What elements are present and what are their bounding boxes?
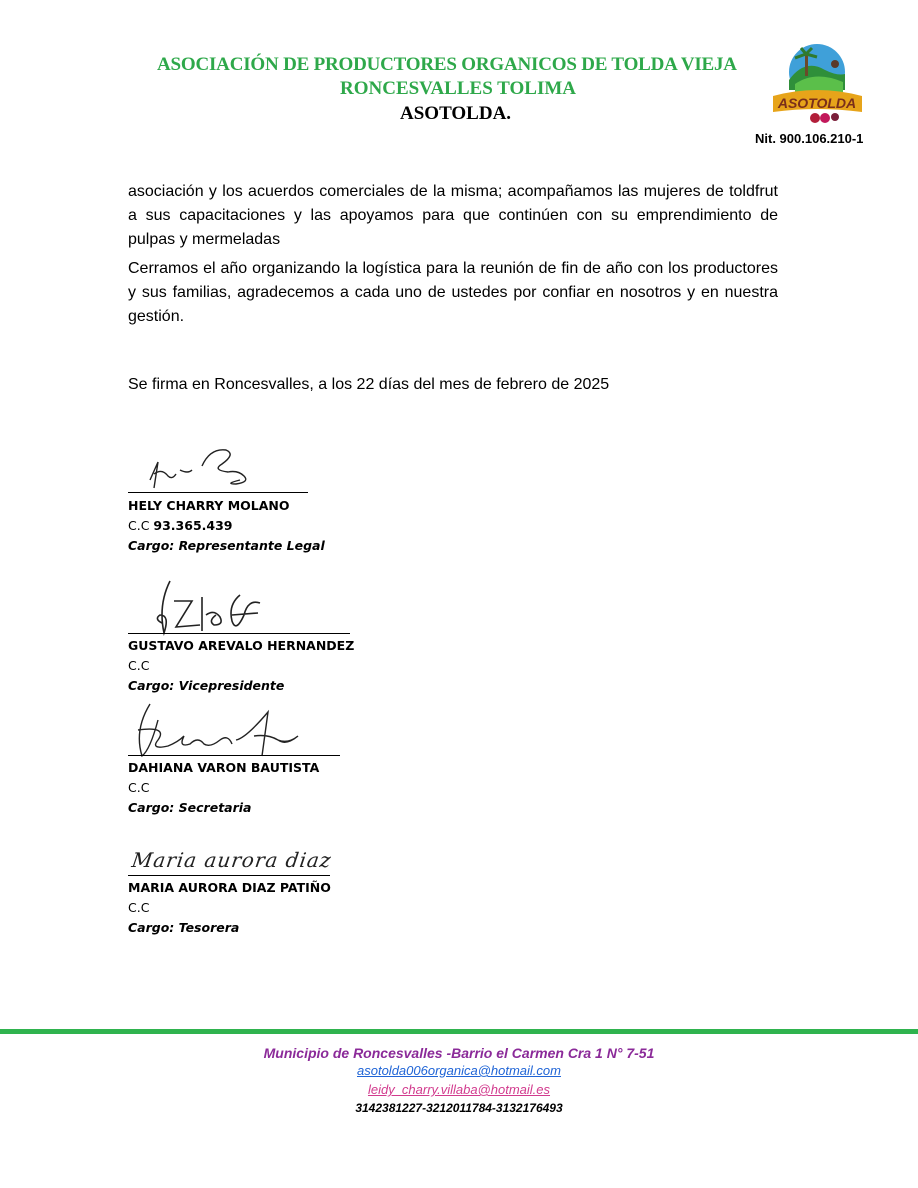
signatory-2	[128, 636, 354, 696]
signatory-role: Cargo: Secretaria	[128, 800, 252, 815]
signatory-id: C.C 93.365.439	[128, 518, 233, 533]
signatory-role: Cargo: Representante Legal	[128, 538, 325, 553]
signatory-id: C.C	[128, 900, 150, 915]
organization-acronym: ASOTOLDA.	[400, 103, 512, 124]
signatory-4	[128, 878, 331, 938]
signatory-name: MARIA AURORA DIAZ PATIÑO	[128, 880, 331, 895]
signatory-3	[128, 758, 319, 818]
signature-gustavo-arevalo	[140, 575, 280, 645]
signature-line	[128, 492, 308, 493]
signatory-role: Cargo: Tesorera	[128, 920, 240, 935]
footer-phones: 3142381227-3212011784-3132176493	[355, 1101, 563, 1115]
closing-statement: Se firma en Roncesvalles, a los 22 días del mes de febrero de 2025	[128, 376, 610, 393]
paragraph-2: Cerramos el año organizando la logística para la reunión de fin de año con los productores y sus familias, agradecemos a cada uno de ustedes por confiar en nosotros y en nuestra gestión.	[128, 260, 778, 325]
paragraph-1: asociación y los acuerdos comerciales de la misma; acompañamos las mujeres de toldfrut a sus capacitaciones y las apoyamos para que continúen con su emprendimiento de pulpas y mermeladas	[128, 183, 778, 248]
nit-number: Nit. 900.106.210-1	[755, 131, 864, 146]
footer-email-2[interactable]: leidy_charry.villaba@hotmail.es	[367, 1082, 551, 1097]
organization-name-line2: RONCESVALLES TOLIMA	[340, 78, 576, 99]
signatory-id: C.C	[128, 658, 150, 673]
footer-address: Municipio de Roncesvalles -Barrio el Carmen Cra 1 N° 7-51	[263, 1045, 655, 1061]
signatory-name: DAHIANA VARON BAUTISTA	[128, 760, 320, 775]
footer-email-1[interactable]: asotolda006organica@hotmail.com	[357, 1063, 561, 1078]
signature-hely-charry	[140, 440, 270, 495]
organization-name-line1: ASOCIACIÓN DE PRODUCTORES ORGANICOS DE TOLDA VIEJA	[157, 54, 737, 75]
signature-line	[128, 875, 330, 876]
footer-divider	[0, 1029, 918, 1034]
signature-maria-aurora: Maria aurora diaz	[130, 848, 334, 872]
signatory-1	[128, 496, 325, 556]
asotolda-logo	[765, 40, 870, 130]
svg-text:ASOTOLDA: ASOTOLDA	[777, 95, 857, 111]
signature-line	[128, 755, 340, 756]
signatory-role: Cargo: Vicepresidente	[128, 678, 285, 693]
signature-line	[128, 633, 350, 634]
signatory-name: GUSTAVO AREVALO HERNANDEZ	[128, 638, 355, 653]
signatory-name: HELY CHARRY MOLANO	[128, 498, 290, 513]
signatory-id: C.C	[128, 780, 150, 795]
